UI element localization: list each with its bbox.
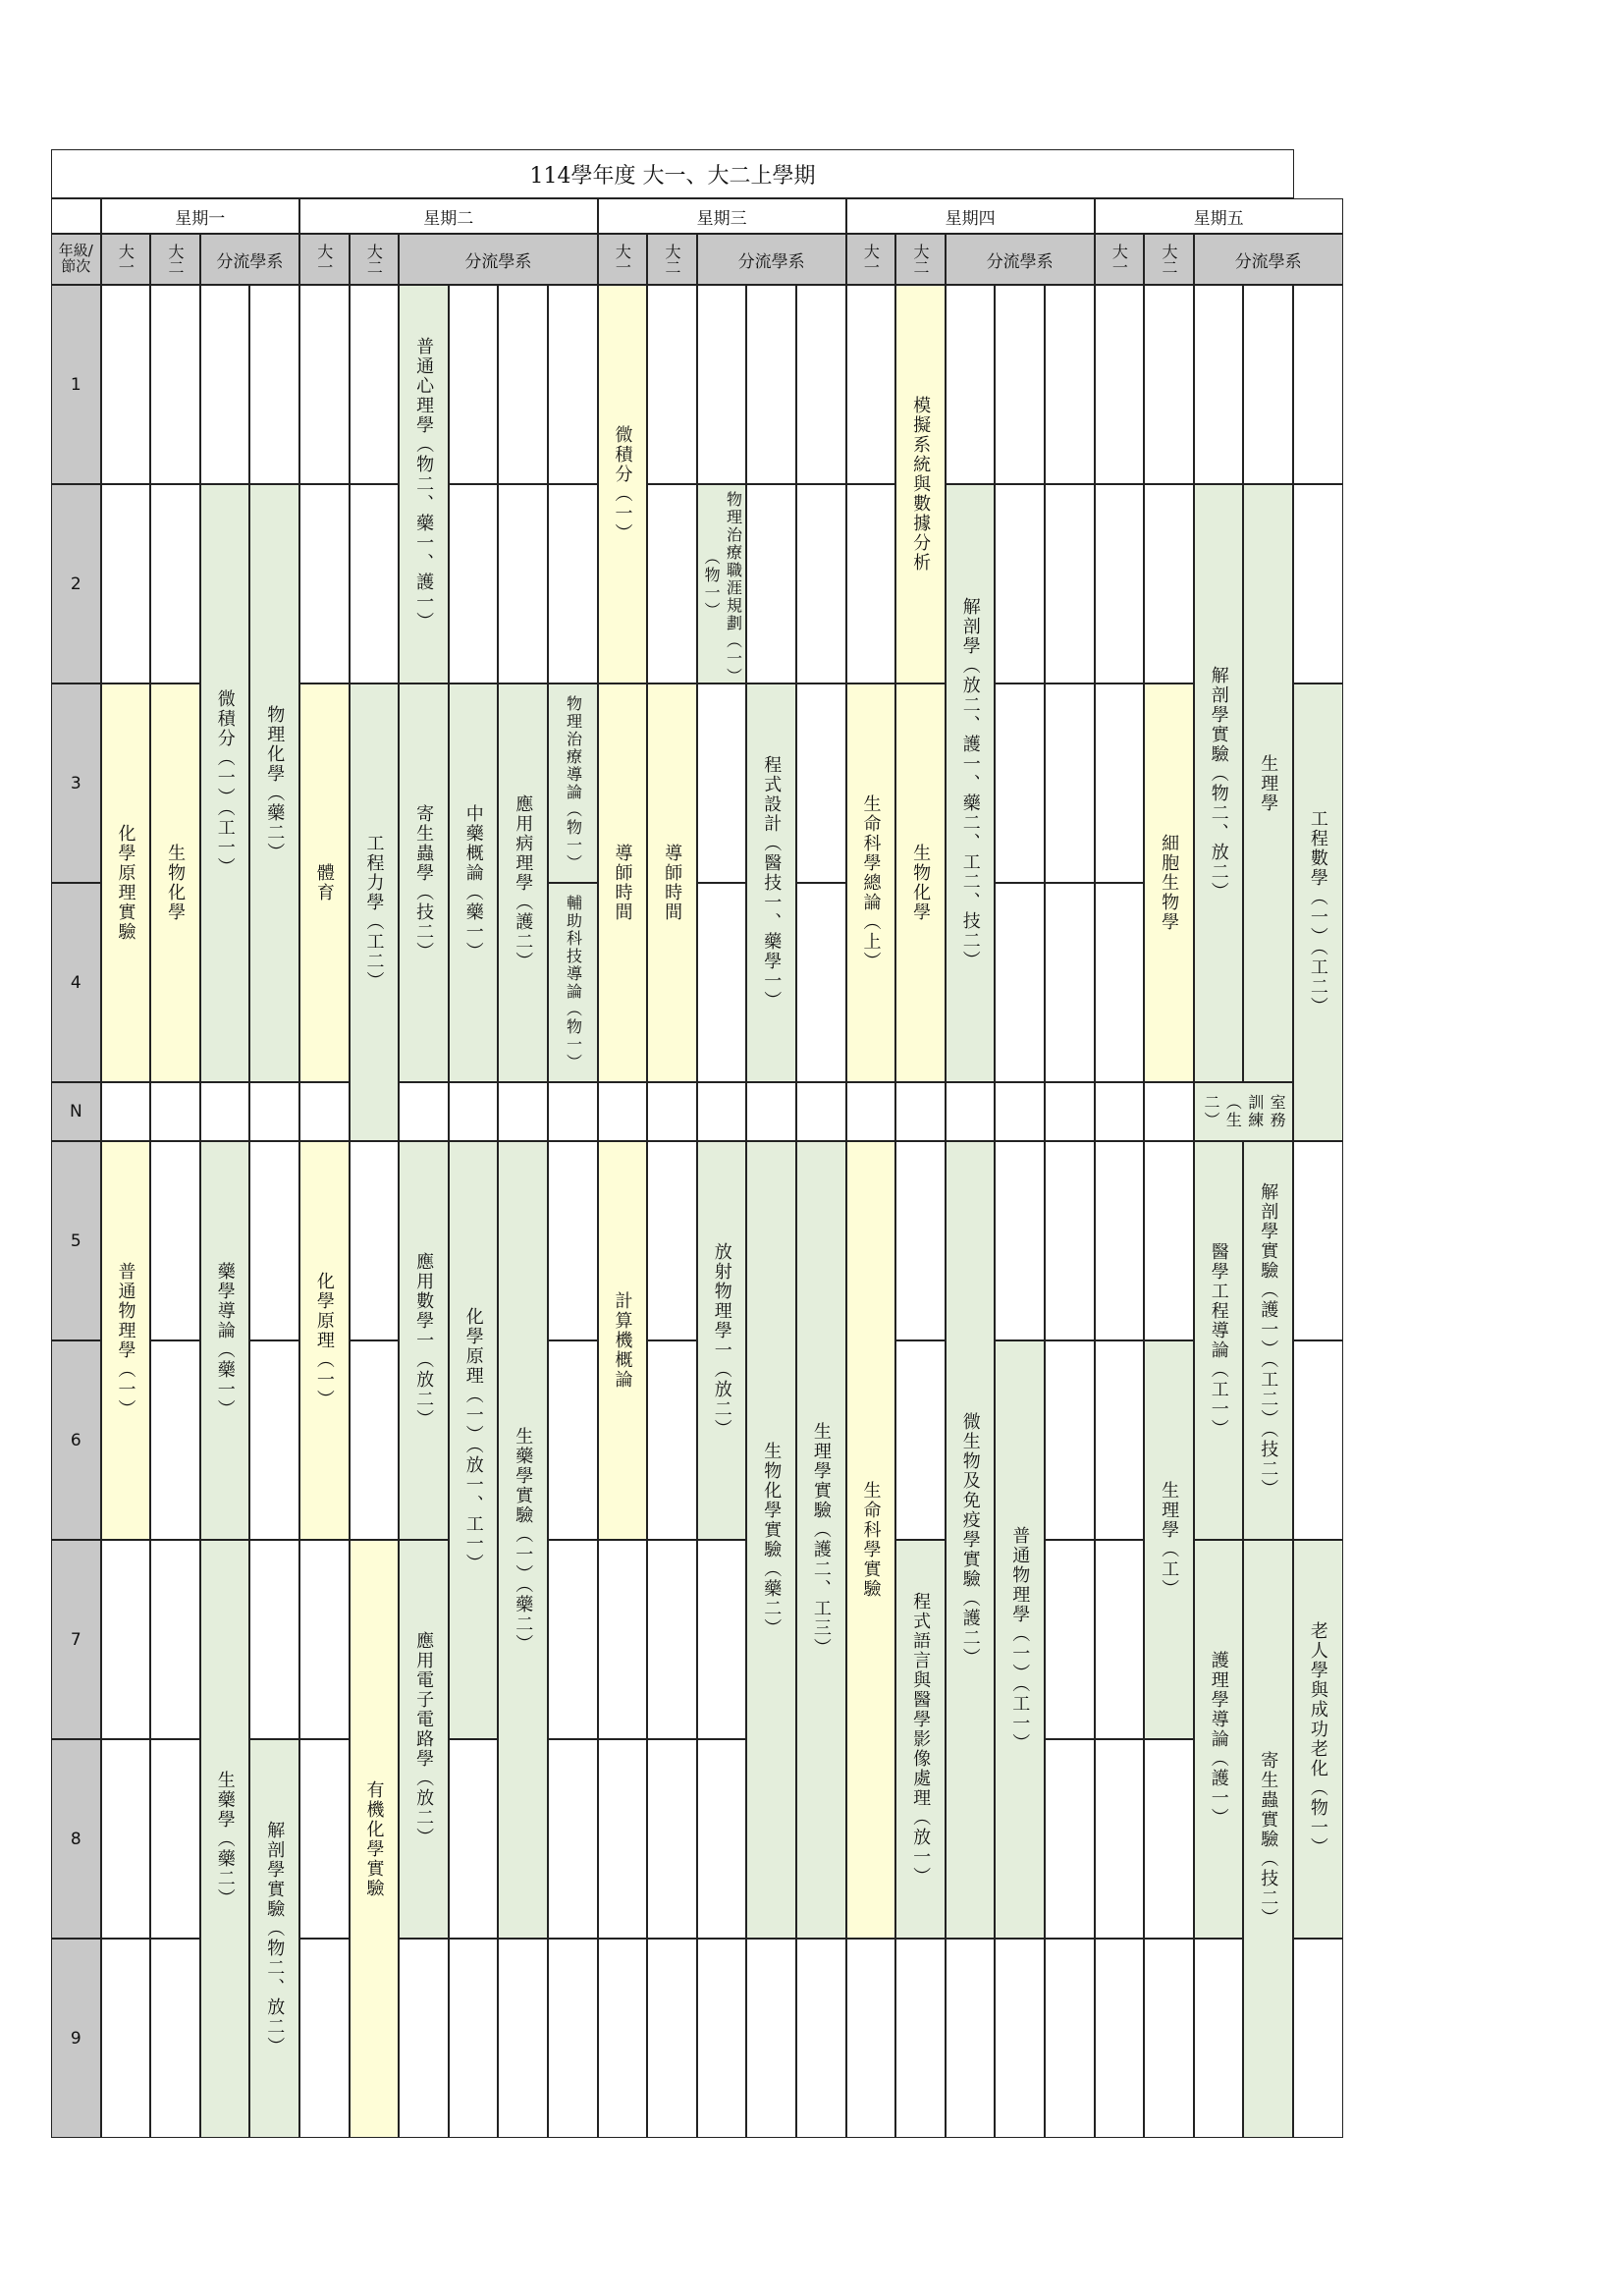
empty-slot [101, 484, 151, 683]
year-first-header [101, 234, 151, 285]
table-title: 114學年度 大一、大二上學期 [51, 149, 1294, 198]
course-block[interactable] [796, 1141, 846, 1939]
empty-slot [299, 1082, 350, 1141]
empty-slot [399, 1939, 449, 2138]
course-name: 醫學工程導論（工一） [1208, 1242, 1229, 1439]
course-name: 導師時間 [612, 844, 633, 922]
course-name: 程式設計（醫技一、藥學一） [761, 755, 783, 1011]
empty-slot [647, 1082, 697, 1141]
course-name: 生物化學 [165, 844, 187, 922]
year-second-header [350, 234, 400, 285]
course-block[interactable] [1144, 683, 1194, 1082]
empty-slot [249, 1540, 299, 1739]
day-header: 星期二 [299, 198, 598, 234]
empty-slot [299, 1739, 350, 1939]
track-header: 分流學系 [1194, 234, 1343, 285]
course-block[interactable] [498, 683, 548, 1082]
year-first-header [1095, 234, 1145, 285]
period-label: 4 [51, 883, 101, 1082]
empty-slot [1045, 683, 1095, 883]
course-block[interactable] [1194, 1141, 1244, 1540]
empty-slot [200, 285, 250, 484]
day-header: 星期三 [598, 198, 846, 234]
empty-slot [1095, 1141, 1145, 1340]
course-name: 老人學與成功老化（物一） [1307, 1621, 1328, 1857]
empty-slot [796, 285, 846, 484]
course-block[interactable] [249, 1739, 299, 2138]
empty-slot [697, 285, 747, 484]
course-block[interactable] [299, 683, 350, 1082]
empty-slot [150, 285, 200, 484]
course-name: 生命科學實驗 [860, 1481, 882, 1599]
empty-slot [1095, 1540, 1145, 1739]
empty-slot [498, 285, 548, 484]
track-header: 分流學系 [697, 234, 846, 285]
course-block[interactable] [697, 1141, 747, 1540]
course-name: 物理治療導論（物一） [564, 694, 583, 872]
empty-slot [1144, 1141, 1194, 1340]
empty-slot [697, 883, 747, 1082]
empty-slot [1293, 484, 1343, 683]
empty-slot [895, 1082, 946, 1141]
course-name: 護理學導論（護一） [1208, 1651, 1229, 1828]
track-header: 分流學系 [399, 234, 597, 285]
course-name: 程式語言與醫學影像處理（放一） [910, 1592, 932, 1886]
empty-slot [150, 484, 200, 683]
course-name: 普通物理學（一）（工一） [1009, 1526, 1031, 1753]
course-block[interactable] [1144, 1340, 1194, 1739]
course-name: 計算機概論 [612, 1291, 633, 1390]
course-name: 生物化學 [910, 844, 932, 922]
empty-slot [449, 285, 499, 484]
course-name: 體育 [313, 863, 335, 902]
day-header: 星期四 [846, 198, 1095, 234]
year-second-header [150, 234, 200, 285]
empty-slot [350, 285, 400, 484]
course-name: 生藥學（藥二） [214, 1770, 236, 1908]
course-name: 生理學 [1258, 753, 1279, 813]
empty-slot [449, 484, 499, 683]
year-first-header-text: 大一 [613, 244, 632, 275]
track-header: 分流學系 [200, 234, 299, 285]
empty-slot [150, 1340, 200, 1540]
course-block[interactable] [399, 1141, 449, 1540]
empty-slot [995, 1939, 1045, 2138]
empty-slot [1144, 484, 1194, 683]
course-block[interactable] [1243, 1540, 1293, 2138]
course-name: 導師時間 [662, 844, 683, 922]
course-block[interactable] [598, 683, 648, 1082]
empty-slot [1045, 1739, 1095, 1939]
empty-slot [1045, 484, 1095, 683]
course-name: 化學原理（一） [313, 1272, 335, 1409]
course-block[interactable] [1243, 1141, 1293, 1540]
period-label: 1 [51, 285, 101, 484]
course-block[interactable] [846, 683, 896, 1082]
course-block[interactable] [399, 683, 449, 1082]
course-block[interactable] [399, 1540, 449, 1939]
empty-slot [647, 1939, 697, 2138]
empty-slot [498, 1082, 548, 1141]
empty-slot [548, 484, 598, 683]
empty-slot [150, 1939, 200, 2138]
course-name: 工程力學（工二） [363, 834, 385, 991]
course-name: 生理學實驗（護二、工三） [810, 1422, 832, 1658]
year-second-header-text: 大二 [662, 244, 681, 275]
course-block[interactable] [746, 1141, 796, 1939]
empty-slot [895, 1340, 946, 1540]
year-first-header-text: 大一 [116, 244, 135, 275]
empty-slot [746, 285, 796, 484]
year-first-header-text: 大一 [314, 244, 334, 275]
period-label: N [51, 1082, 101, 1141]
empty-slot [598, 1082, 648, 1141]
year-first-header [598, 234, 648, 285]
empty-slot [697, 1939, 747, 2138]
course-block[interactable] [995, 1340, 1045, 1939]
period-label: 2 [51, 484, 101, 683]
course-block[interactable] [200, 484, 250, 1082]
empty-slot [548, 1082, 598, 1141]
empty-slot [299, 1939, 350, 2138]
empty-slot [1144, 1739, 1194, 1939]
empty-slot [548, 1739, 598, 1939]
empty-slot [101, 1739, 151, 1939]
course-block[interactable] [101, 1141, 151, 1540]
course-name: 化學原理實驗 [115, 824, 136, 942]
track-header: 分流學系 [946, 234, 1095, 285]
course-block[interactable] [350, 683, 400, 1141]
empty-slot [697, 683, 747, 883]
course-name: 生命科學總論（上） [860, 794, 882, 971]
empty-slot [299, 285, 350, 484]
period-label: 9 [51, 1939, 101, 2138]
empty-slot [449, 1939, 499, 2138]
year-second-header [895, 234, 946, 285]
year-second-header-text: 大二 [364, 244, 384, 275]
empty-slot [846, 1939, 896, 2138]
empty-slot [1045, 1082, 1095, 1141]
empty-slot [995, 1141, 1045, 1340]
empty-slot [647, 1540, 697, 1739]
empty-slot [746, 1082, 796, 1141]
course-name: 微積分（一） [612, 425, 633, 543]
empty-slot [946, 1082, 996, 1141]
course-name: 生理學（工） [1159, 1481, 1180, 1599]
course-block[interactable] [1293, 683, 1343, 1141]
course-name: 應用電子電路學（放二） [413, 1631, 435, 1847]
course-block[interactable] [647, 683, 697, 1082]
empty-slot [598, 1939, 648, 2138]
course-name: 室務訓練（生二） [1202, 1094, 1287, 1129]
empty-slot [548, 1340, 598, 1540]
year-second-header-text: 大二 [910, 244, 930, 275]
empty-slot [1045, 1540, 1095, 1739]
empty-slot [647, 1340, 697, 1540]
empty-slot [746, 1939, 796, 2138]
empty-slot [895, 1939, 946, 2138]
year-first-header [299, 234, 350, 285]
empty-slot [995, 683, 1045, 883]
empty-slot [548, 1141, 598, 1340]
empty-slot [449, 1739, 499, 1939]
course-block[interactable] [1243, 484, 1293, 1082]
empty-slot [150, 1540, 200, 1739]
empty-slot [697, 1082, 747, 1141]
empty-slot [1095, 484, 1145, 683]
empty-slot [498, 484, 548, 683]
year-first-header [846, 234, 896, 285]
course-name: 物理治療職涯規劃（一）（物一） [702, 490, 743, 678]
empty-slot [995, 883, 1045, 1082]
course-block[interactable] [1194, 1082, 1293, 1141]
empty-slot [895, 1141, 946, 1340]
empty-slot [249, 285, 299, 484]
course-block[interactable] [350, 1540, 400, 2138]
course-block[interactable] [200, 1540, 250, 2138]
empty-slot [200, 1082, 250, 1141]
course-block[interactable] [399, 285, 449, 683]
empty-slot [101, 1939, 151, 2138]
empty-slot [1045, 1939, 1095, 2138]
empty-slot [249, 1340, 299, 1540]
course-block[interactable] [746, 683, 796, 1082]
empty-slot [1194, 285, 1244, 484]
empty-slot [249, 1082, 299, 1141]
course-name: 放射物理學一（放二） [711, 1242, 732, 1439]
empty-slot [101, 1082, 151, 1141]
course-block[interactable] [498, 1141, 548, 1939]
course-block[interactable] [101, 683, 151, 1082]
empty-slot [846, 484, 896, 683]
empty-slot [995, 484, 1045, 683]
course-name: 工程數學（一）（工二） [1307, 808, 1328, 1016]
empty-slot [697, 1540, 747, 1739]
empty-slot [1095, 883, 1145, 1082]
corner-label-text: 年級/節次 [58, 242, 93, 275]
empty-slot [548, 1939, 598, 2138]
course-block[interactable] [697, 484, 747, 683]
empty-slot [548, 1540, 598, 1739]
course-name: 應用數學一（放二） [413, 1252, 435, 1429]
empty-slot [150, 1141, 200, 1340]
empty-slot [1045, 1340, 1095, 1540]
course-name: 寄生蟲學（技二） [413, 804, 435, 961]
empty-slot [598, 1739, 648, 1939]
empty-slot [350, 484, 400, 683]
course-name: 解剖學實驗（護一）（工二）（技二） [1258, 1182, 1279, 1499]
empty-slot [647, 1739, 697, 1939]
course-block[interactable] [1194, 1540, 1244, 1939]
empty-slot [548, 285, 598, 484]
empty-slot [350, 1340, 400, 1540]
empty-slot [647, 484, 697, 683]
course-block[interactable] [598, 285, 648, 683]
course-block[interactable] [1293, 1540, 1343, 1939]
empty-slot [299, 484, 350, 683]
year-second-header-text: 大二 [1159, 244, 1178, 275]
course-name: 化學原理（一）（放一、工一） [462, 1307, 484, 1573]
period-label: 7 [51, 1540, 101, 1739]
empty-slot [1293, 1141, 1343, 1340]
empty-slot [946, 1939, 996, 2138]
empty-slot [350, 1141, 400, 1340]
period-label: 3 [51, 683, 101, 883]
empty-slot [647, 285, 697, 484]
day-header: 星期五 [1095, 198, 1343, 234]
year-first-header-text: 大一 [1110, 244, 1129, 275]
course-name: 模擬系統與數據分析 [910, 396, 932, 573]
corner-label [51, 234, 101, 285]
course-name: 微生物及免疫學實驗（護二） [959, 1412, 981, 1667]
course-name: 應用病理學（護二） [513, 794, 534, 971]
empty-slot [399, 1082, 449, 1141]
course-block[interactable] [548, 883, 598, 1082]
course-name: 物理化學（藥二） [264, 704, 286, 862]
course-block[interactable] [598, 1141, 648, 1540]
course-block[interactable] [1194, 484, 1244, 1082]
empty-slot [449, 1082, 499, 1141]
empty-slot [796, 683, 846, 883]
year-second-header-text: 大二 [165, 244, 185, 275]
period-label: 5 [51, 1141, 101, 1340]
course-name: 細胞生物學 [1159, 834, 1180, 932]
empty-slot [1095, 1739, 1145, 1939]
empty-slot [1045, 285, 1095, 484]
course-name: 中藥概論（藥一） [462, 804, 484, 961]
empty-slot [598, 1540, 648, 1739]
course-name: 解剖學實驗（物二、放二） [264, 1821, 286, 2056]
empty-slot [1293, 285, 1343, 484]
day-header: 星期一 [101, 198, 299, 234]
course-block[interactable] [895, 683, 946, 1082]
empty-slot [946, 285, 996, 484]
empty-slot [846, 1082, 896, 1141]
course-name: 微積分（一）（工一） [214, 689, 236, 877]
year-second-header [647, 234, 697, 285]
course-block[interactable] [249, 484, 299, 1082]
corner-blank [51, 198, 101, 234]
course-block[interactable] [548, 683, 598, 883]
empty-slot [1045, 883, 1095, 1082]
empty-slot [746, 484, 796, 683]
year-second-header [1144, 234, 1194, 285]
empty-slot [1194, 1939, 1244, 2138]
empty-slot [1095, 683, 1145, 883]
course-name: 普通物理學（一） [115, 1262, 136, 1419]
empty-slot [1045, 1141, 1095, 1340]
empty-slot [846, 285, 896, 484]
course-name: 解剖學實驗（物二、放二） [1208, 665, 1229, 902]
empty-slot [101, 1540, 151, 1739]
period-label: 8 [51, 1739, 101, 1939]
course-name: 寄生蟲實驗（技二） [1258, 1750, 1279, 1928]
empty-slot [1293, 1939, 1343, 2138]
empty-slot [1243, 285, 1293, 484]
course-block[interactable] [449, 683, 499, 1082]
empty-slot [796, 1939, 846, 2138]
course-name: 生物化學實驗（藥二） [761, 1442, 783, 1638]
year-first-header-text: 大一 [861, 244, 881, 275]
period-label: 6 [51, 1340, 101, 1540]
empty-slot [697, 1739, 747, 1939]
empty-slot [249, 1141, 299, 1340]
course-block[interactable] [150, 683, 200, 1082]
course-block[interactable] [895, 1540, 946, 1939]
empty-slot [1095, 285, 1145, 484]
empty-slot [150, 1739, 200, 1939]
empty-slot [101, 285, 151, 484]
course-block[interactable] [895, 285, 946, 683]
empty-slot [1293, 1340, 1343, 1540]
empty-slot [150, 1082, 200, 1141]
empty-slot [995, 1082, 1045, 1141]
course-block[interactable] [946, 1141, 996, 1939]
empty-slot [995, 285, 1045, 484]
course-name: 普通心理學（物二、藥一、護一） [413, 337, 435, 631]
empty-slot [1095, 1340, 1145, 1540]
empty-slot [299, 1540, 350, 1739]
empty-slot [498, 1939, 548, 2138]
course-block[interactable] [846, 1141, 896, 1939]
course-name: 藥學導論（藥一） [214, 1262, 236, 1419]
course-block[interactable] [946, 484, 996, 1082]
course-name: 有機化學實驗 [363, 1779, 385, 1898]
course-name: 生藥學實驗（一）（藥二） [513, 1426, 534, 1654]
empty-slot [1144, 285, 1194, 484]
empty-slot [796, 484, 846, 683]
empty-slot [1095, 1939, 1145, 2138]
course-name: 輔助科技導論（物一） [564, 894, 583, 1071]
course-block[interactable] [299, 1141, 350, 1540]
empty-slot [1144, 1082, 1194, 1141]
empty-slot [1144, 1939, 1194, 2138]
empty-slot [647, 1141, 697, 1340]
empty-slot [796, 1082, 846, 1141]
empty-slot [796, 883, 846, 1082]
course-block[interactable] [200, 1141, 250, 1540]
course-block[interactable] [449, 1141, 499, 1739]
empty-slot [1095, 1082, 1145, 1141]
course-name: 解剖學（放二、護一、藥二、工二、技二） [959, 596, 981, 970]
